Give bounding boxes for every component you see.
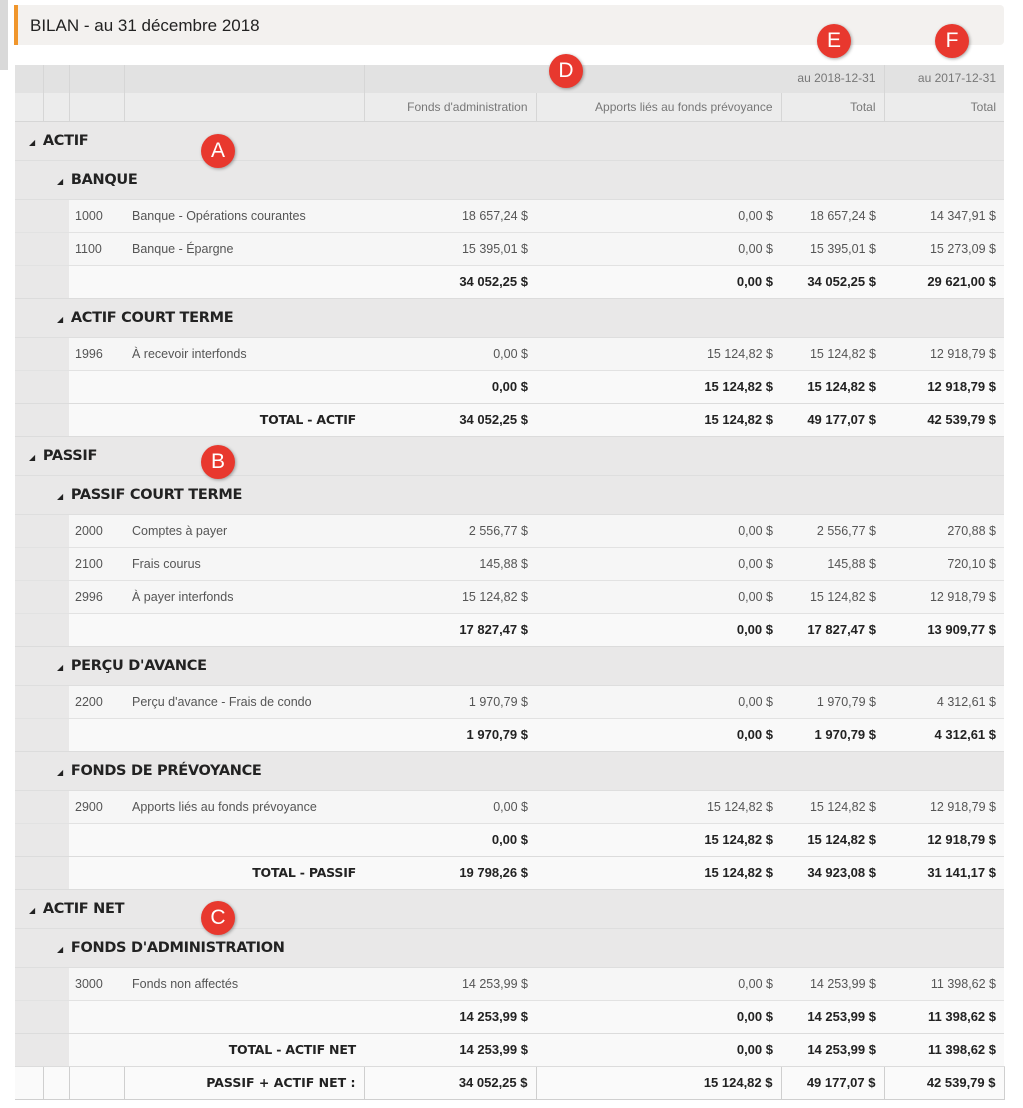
report-title-bar bbox=[14, 5, 1004, 45]
annotation-badge-d: D bbox=[549, 54, 583, 88]
subtotal-prev: 11 398,62 $ bbox=[884, 1000, 1004, 1033]
account-row bbox=[15, 790, 1004, 823]
amount-admin: 0,00 $ bbox=[364, 790, 536, 823]
annotation-badge-b: B bbox=[201, 445, 235, 479]
grand-total-total: 49 177,07 $ bbox=[781, 1066, 884, 1099]
subtotal-total: 17 827,47 $ bbox=[781, 613, 884, 646]
balance-sheet-table bbox=[15, 65, 1005, 1100]
header-row-columns bbox=[15, 93, 1004, 121]
amount-prev: 270,88 $ bbox=[884, 514, 1004, 547]
amount-admin: 2 556,77 $ bbox=[364, 514, 536, 547]
section-label: PASSIF bbox=[42, 447, 98, 464]
col-header-total-prev[interactable]: Total bbox=[884, 93, 1004, 121]
collapse-triangle-icon[interactable]: ◢ bbox=[57, 662, 63, 672]
account-row bbox=[15, 547, 1004, 580]
total-total: 34 923,08 $ bbox=[781, 856, 884, 889]
collapse-triangle-icon[interactable]: ◢ bbox=[57, 767, 63, 777]
subtotal-total: 34 052,25 $ bbox=[781, 265, 884, 298]
group-fonds-prevoyance-row[interactable] bbox=[15, 751, 1004, 790]
section-actif-net-row[interactable] bbox=[15, 889, 1004, 928]
total-actif-net-row bbox=[15, 1033, 1004, 1066]
amount-prev: 15 273,09 $ bbox=[884, 232, 1004, 265]
section-label: ACTIF NET bbox=[42, 900, 125, 917]
amount-prev: 14 347,91 $ bbox=[884, 199, 1004, 232]
total-label: TOTAL - ACTIF NET bbox=[69, 1033, 364, 1066]
grand-gutter bbox=[69, 1066, 124, 1099]
amount-apports: 0,00 $ bbox=[536, 547, 781, 580]
header-gutter bbox=[15, 93, 43, 121]
subtotal-row bbox=[15, 265, 1004, 298]
subtotal-admin: 34 052,25 $ bbox=[364, 265, 536, 298]
account-code: 1000 bbox=[69, 199, 124, 232]
section-actif-row[interactable] bbox=[15, 121, 1004, 160]
account-name: Fonds non affectés bbox=[124, 967, 364, 1000]
account-code: 2000 bbox=[69, 514, 124, 547]
passif-plus-actif-net-row bbox=[15, 1066, 1004, 1099]
amount-prev: 12 918,79 $ bbox=[884, 337, 1004, 370]
amount-admin: 0,00 $ bbox=[364, 337, 536, 370]
account-code: 1100 bbox=[69, 232, 124, 265]
grand-gutter bbox=[15, 1066, 43, 1099]
account-name: Banque - Épargne bbox=[124, 232, 364, 265]
subtotal-prev: 29 621,00 $ bbox=[884, 265, 1004, 298]
subtotal-apports: 15 124,82 $ bbox=[536, 823, 781, 856]
annotation-badge-c: C bbox=[201, 901, 235, 935]
subtotal-admin: 0,00 $ bbox=[364, 370, 536, 403]
total-apports: 0,00 $ bbox=[536, 1033, 781, 1066]
group-label: BANQUE bbox=[70, 171, 138, 188]
amount-total: 18 657,24 $ bbox=[781, 199, 884, 232]
subtotal-admin: 1 970,79 $ bbox=[364, 718, 536, 751]
subtotal-admin: 14 253,99 $ bbox=[364, 1000, 536, 1033]
group-label: PERÇU D'AVANCE bbox=[70, 657, 207, 674]
report-title: BILAN - au 31 décembre 2018 bbox=[30, 16, 260, 35]
header-gutter bbox=[124, 65, 364, 93]
subtotal-row bbox=[15, 1000, 1004, 1033]
subtotal-prev: 4 312,61 $ bbox=[884, 718, 1004, 751]
amount-total: 15 124,82 $ bbox=[781, 580, 884, 613]
collapse-triangle-icon[interactable]: ◢ bbox=[57, 944, 63, 954]
account-name: À recevoir interfonds bbox=[124, 337, 364, 370]
account-row bbox=[15, 685, 1004, 718]
header-period-previous: au 2017-12-31 bbox=[884, 65, 1004, 93]
amount-apports: 0,00 $ bbox=[536, 967, 781, 1000]
account-code: 2996 bbox=[69, 580, 124, 613]
amount-total: 2 556,77 $ bbox=[781, 514, 884, 547]
amount-total: 15 395,01 $ bbox=[781, 232, 884, 265]
amount-apports: 0,00 $ bbox=[536, 580, 781, 613]
account-code: 2100 bbox=[69, 547, 124, 580]
collapse-triangle-icon[interactable]: ◢ bbox=[57, 491, 63, 501]
group-banque-row[interactable] bbox=[15, 160, 1004, 199]
account-name: Apports liés au fonds prévoyance bbox=[124, 790, 364, 823]
group-label: FONDS DE PRÉVOYANCE bbox=[70, 762, 262, 779]
header-gutter bbox=[15, 65, 43, 93]
account-row bbox=[15, 337, 1004, 370]
col-header-total[interactable]: Total bbox=[781, 93, 884, 121]
subtotal-total: 15 124,82 $ bbox=[781, 370, 884, 403]
account-row bbox=[15, 199, 1004, 232]
amount-admin: 145,88 $ bbox=[364, 547, 536, 580]
account-code: 1996 bbox=[69, 337, 124, 370]
subtotal-admin: 17 827,47 $ bbox=[364, 613, 536, 646]
account-code: 2200 bbox=[69, 685, 124, 718]
amount-admin: 18 657,24 $ bbox=[364, 199, 536, 232]
header-gutter bbox=[124, 93, 364, 121]
account-name: Perçu d'avance - Frais de condo bbox=[124, 685, 364, 718]
amount-admin: 15 124,82 $ bbox=[364, 580, 536, 613]
amount-prev: 4 312,61 $ bbox=[884, 685, 1004, 718]
group-label: PASSIF COURT TERME bbox=[70, 486, 243, 503]
subtotal-total: 1 970,79 $ bbox=[781, 718, 884, 751]
collapse-triangle-icon[interactable]: ◢ bbox=[57, 176, 63, 186]
amount-prev: 720,10 $ bbox=[884, 547, 1004, 580]
group-actif-court-terme-row[interactable] bbox=[15, 298, 1004, 337]
panel-left-border bbox=[0, 0, 8, 70]
account-code: 2900 bbox=[69, 790, 124, 823]
subtotal-row bbox=[15, 823, 1004, 856]
amount-total: 1 970,79 $ bbox=[781, 685, 884, 718]
amount-apports: 15 124,82 $ bbox=[536, 337, 781, 370]
collapse-triangle-icon[interactable]: ◢ bbox=[29, 137, 35, 147]
subtotal-admin: 0,00 $ bbox=[364, 823, 536, 856]
subtotal-apports: 15 124,82 $ bbox=[536, 370, 781, 403]
subtotal-total: 15 124,82 $ bbox=[781, 823, 884, 856]
group-label: ACTIF COURT TERME bbox=[70, 309, 234, 326]
amount-admin: 14 253,99 $ bbox=[364, 967, 536, 1000]
subtotal-total: 14 253,99 $ bbox=[781, 1000, 884, 1033]
account-name: Banque - Opérations courantes bbox=[124, 199, 364, 232]
amount-total: 14 253,99 $ bbox=[781, 967, 884, 1000]
subtotal-prev: 13 909,77 $ bbox=[884, 613, 1004, 646]
subtotal-apports: 0,00 $ bbox=[536, 613, 781, 646]
annotation-badge-f: F bbox=[935, 24, 969, 58]
amount-prev: 12 918,79 $ bbox=[884, 790, 1004, 823]
group-percu-avance-row[interactable] bbox=[15, 646, 1004, 685]
grand-gutter bbox=[43, 1066, 69, 1099]
col-header-apports[interactable]: Apports liés au fonds prévoyance bbox=[536, 93, 781, 121]
subtotal-prev: 12 918,79 $ bbox=[884, 370, 1004, 403]
header-gutter bbox=[43, 93, 69, 121]
annotation-badge-e: E bbox=[817, 24, 851, 58]
amount-apports: 0,00 $ bbox=[536, 232, 781, 265]
amount-admin: 15 395,01 $ bbox=[364, 232, 536, 265]
account-name: Frais courus bbox=[124, 547, 364, 580]
header-gutter bbox=[69, 93, 124, 121]
amount-total: 15 124,82 $ bbox=[781, 337, 884, 370]
amount-apports: 0,00 $ bbox=[536, 685, 781, 718]
amount-prev: 11 398,62 $ bbox=[884, 967, 1004, 1000]
total-total: 14 253,99 $ bbox=[781, 1033, 884, 1066]
collapse-triangle-icon[interactable]: ◢ bbox=[57, 314, 63, 324]
section-label: ACTIF bbox=[42, 132, 89, 149]
account-code: 3000 bbox=[69, 967, 124, 1000]
total-total: 49 177,07 $ bbox=[781, 403, 884, 436]
total-actif-row bbox=[15, 403, 1004, 436]
account-name: À payer interfonds bbox=[124, 580, 364, 613]
group-fonds-administration-row[interactable] bbox=[15, 928, 1004, 967]
collapse-triangle-icon[interactable]: ◢ bbox=[29, 452, 35, 462]
total-apports: 15 124,82 $ bbox=[536, 856, 781, 889]
account-row bbox=[15, 580, 1004, 613]
total-admin: 19 798,26 $ bbox=[364, 856, 536, 889]
grand-total-prev: 42 539,79 $ bbox=[884, 1066, 1004, 1099]
header-period-current: au 2018-12-31 bbox=[781, 65, 884, 93]
total-apports: 15 124,82 $ bbox=[536, 403, 781, 436]
account-row bbox=[15, 514, 1004, 547]
amount-apports: 0,00 $ bbox=[536, 514, 781, 547]
amount-prev: 12 918,79 $ bbox=[884, 580, 1004, 613]
amount-total: 145,88 $ bbox=[781, 547, 884, 580]
account-name: Comptes à payer bbox=[124, 514, 364, 547]
total-prev: 11 398,62 $ bbox=[884, 1033, 1004, 1066]
header-row-periods bbox=[15, 65, 1004, 93]
collapse-triangle-icon[interactable]: ◢ bbox=[29, 905, 35, 915]
amount-total: 15 124,82 $ bbox=[781, 790, 884, 823]
grand-total-label: PASSIF + ACTIF NET : bbox=[124, 1066, 364, 1099]
account-row bbox=[15, 967, 1004, 1000]
header-gutter bbox=[69, 65, 124, 93]
section-passif-row[interactable] bbox=[15, 436, 1004, 475]
subtotal-apports: 0,00 $ bbox=[536, 1000, 781, 1033]
subtotal-row bbox=[15, 613, 1004, 646]
total-passif-row bbox=[15, 856, 1004, 889]
annotation-badge-a: A bbox=[201, 134, 235, 168]
grand-total-admin: 34 052,25 $ bbox=[364, 1066, 536, 1099]
account-row bbox=[15, 232, 1004, 265]
header-gutter bbox=[43, 65, 69, 93]
subtotal-row bbox=[15, 370, 1004, 403]
amount-admin: 1 970,79 $ bbox=[364, 685, 536, 718]
subtotal-prev: 12 918,79 $ bbox=[884, 823, 1004, 856]
total-label: TOTAL - ACTIF bbox=[69, 403, 364, 436]
group-label: FONDS D'ADMINISTRATION bbox=[70, 939, 285, 956]
total-admin: 34 052,25 $ bbox=[364, 403, 536, 436]
subtotal-apports: 0,00 $ bbox=[536, 718, 781, 751]
total-prev: 31 141,17 $ bbox=[884, 856, 1004, 889]
total-prev: 42 539,79 $ bbox=[884, 403, 1004, 436]
amount-apports: 15 124,82 $ bbox=[536, 790, 781, 823]
col-header-fonds-admin[interactable]: Fonds d'administration bbox=[364, 93, 536, 121]
subtotal-row bbox=[15, 718, 1004, 751]
total-label: TOTAL - PASSIF bbox=[69, 856, 364, 889]
subtotal-apports: 0,00 $ bbox=[536, 265, 781, 298]
total-admin: 14 253,99 $ bbox=[364, 1033, 536, 1066]
grand-total-apports: 15 124,82 $ bbox=[536, 1066, 781, 1099]
amount-apports: 0,00 $ bbox=[536, 199, 781, 232]
group-passif-court-terme-row[interactable] bbox=[15, 475, 1004, 514]
